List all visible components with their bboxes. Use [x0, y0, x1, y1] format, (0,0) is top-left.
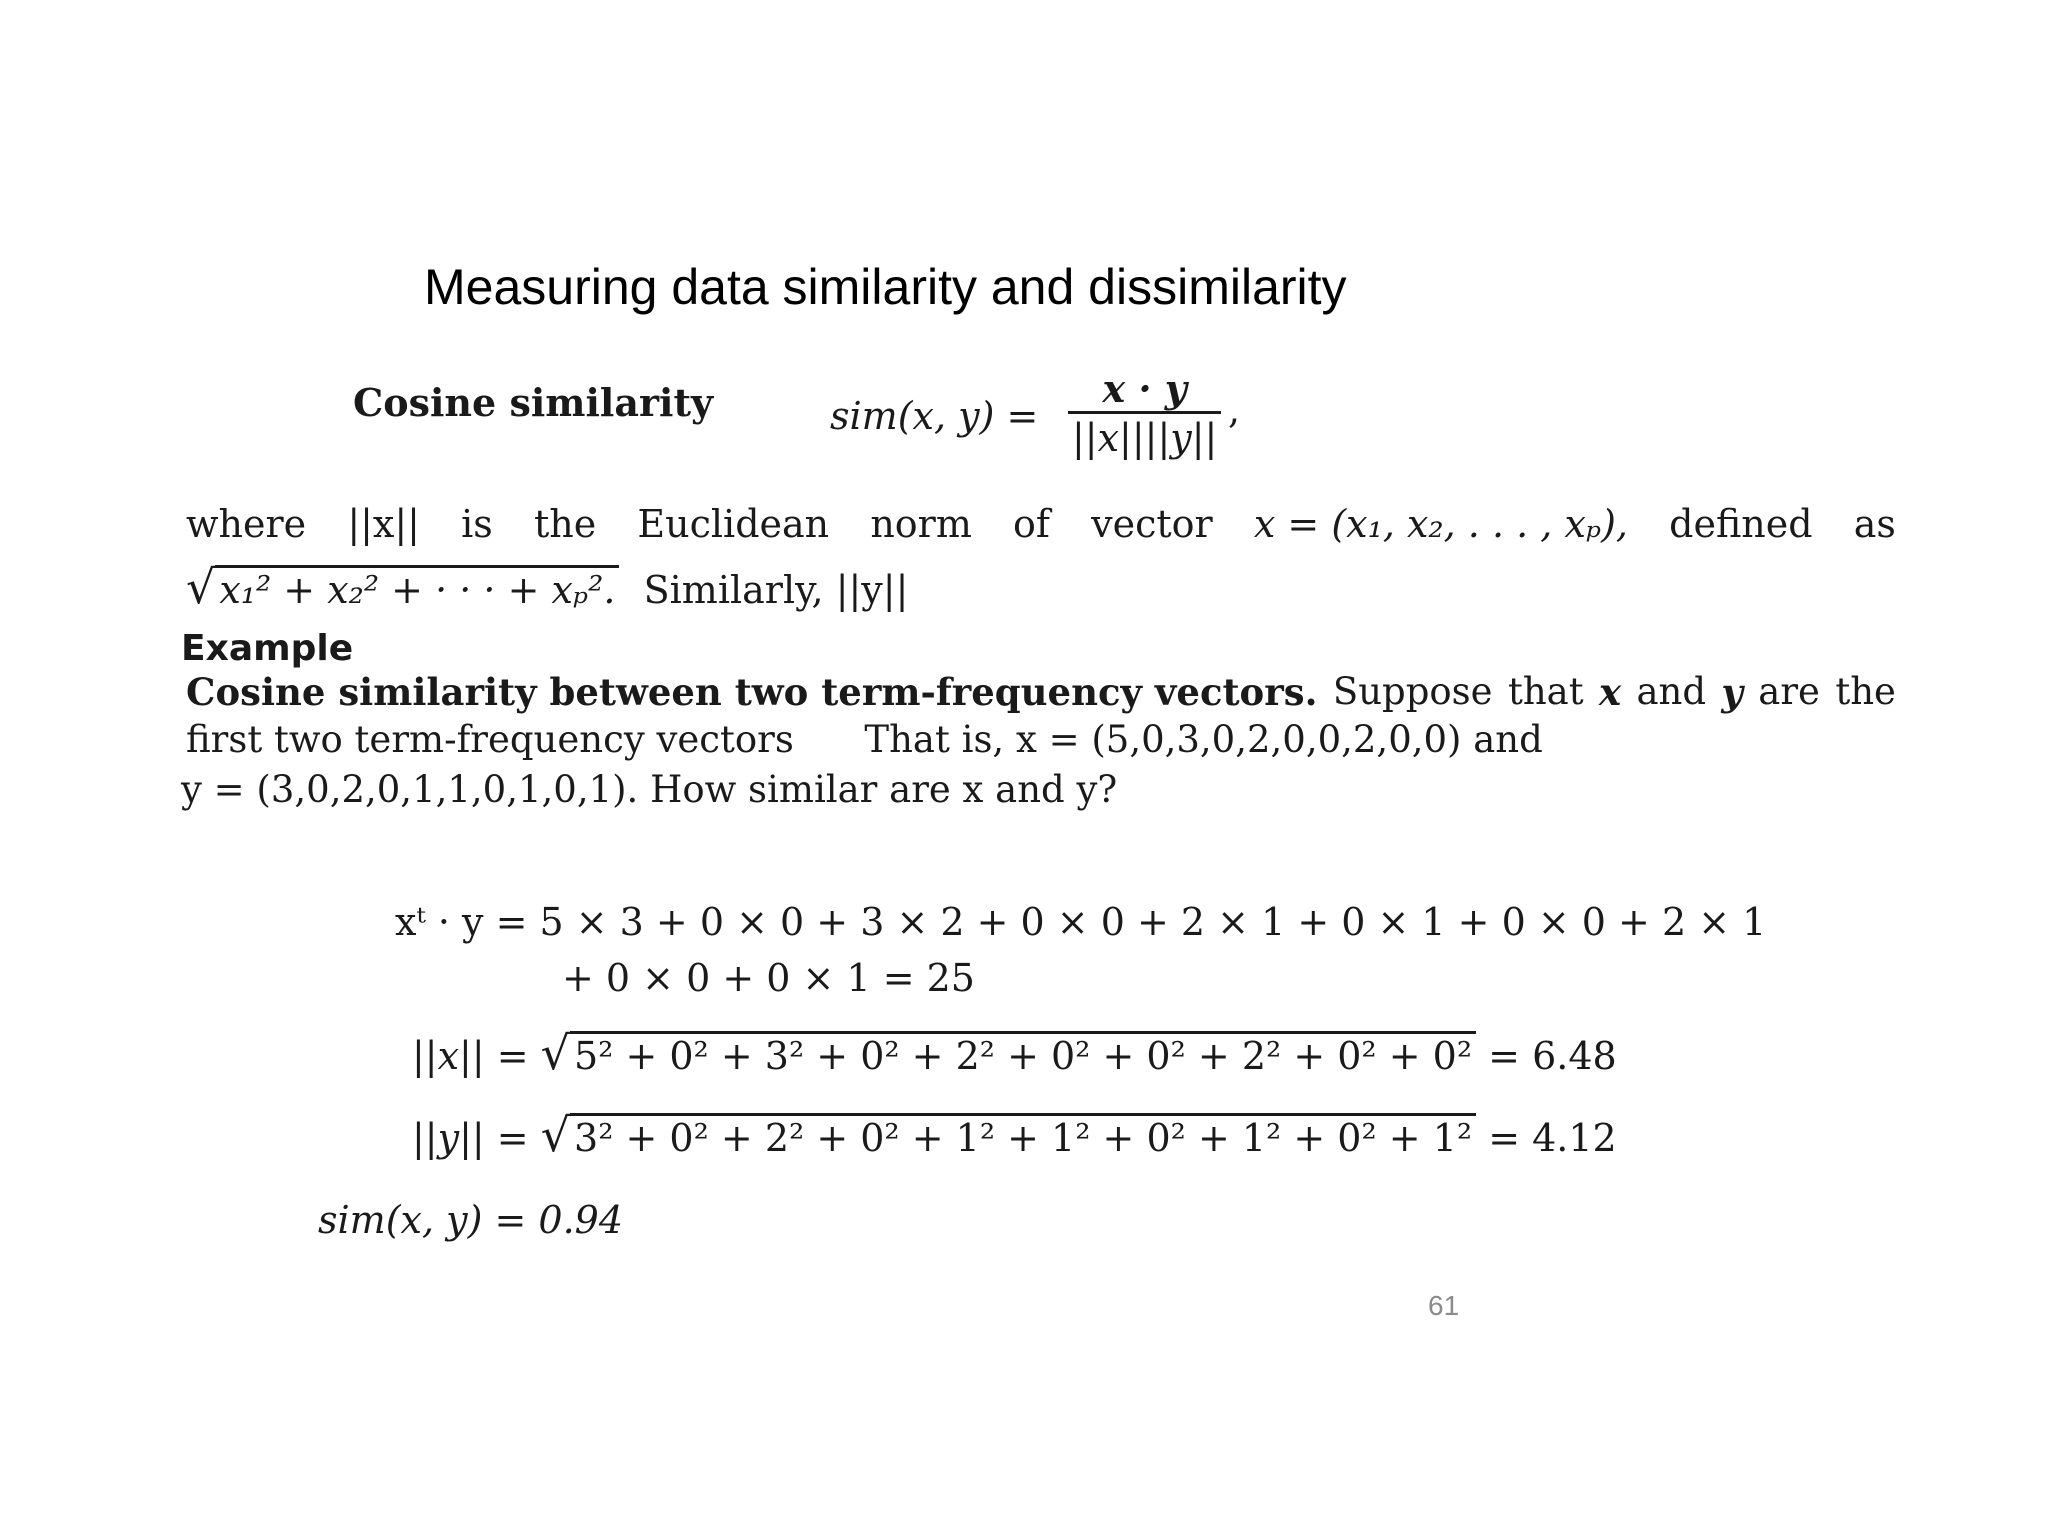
norm-y-equation	[412, 1108, 1617, 1162]
norm-x-equation	[412, 1026, 1617, 1080]
norm-y-lhs: ||y|| =	[412, 1116, 529, 1160]
dot-product-line-1: xᵗ · y = 5 × 3 + 0 × 0 + 3 × 2 + 0 × 0 + 2 × 1 + 0 × 1 + 0 × 0 + 2 × 1	[395, 900, 1767, 944]
euclidean-norm-line	[186, 560, 908, 614]
example-line-1	[186, 670, 1896, 714]
definition-word: of	[1013, 502, 1050, 546]
definition-word: defined	[1669, 502, 1813, 546]
definition-word: norm	[870, 502, 972, 546]
page-number: 61	[1428, 1290, 1460, 1321]
norm-x-value: = 6.48	[1488, 1034, 1617, 1078]
sqrt-symbol: √	[540, 1108, 571, 1162]
example-word: y	[1721, 670, 1743, 714]
example-word: the	[1835, 670, 1896, 713]
formula-denominator: ||x||||y||	[1068, 411, 1221, 460]
definition-word: the	[533, 502, 597, 546]
vector-x-definition: x = (x₁, x₂, . . . , xₚ),	[1253, 502, 1628, 546]
norm-x-radicand: 5² + 0² + 3² + 0² + 2² + 0² + 0² + 2² + 0² + 0²	[570, 1031, 1476, 1078]
norm-y-value: = 4.12	[1488, 1116, 1617, 1160]
norm-x-lhs: ||x|| =	[412, 1034, 529, 1078]
example-word: x	[1598, 670, 1622, 714]
definition-word: where	[186, 502, 307, 546]
definition-word: Euclidean	[637, 502, 830, 546]
similarly-text: Similarly, ||y||	[643, 568, 909, 612]
definition-word: ||x||	[347, 502, 420, 546]
norm-radicand: x₁² + x₂² + · · · + xₚ².	[215, 565, 619, 612]
formula-comma: ,	[1228, 388, 1241, 432]
cosine-formula-fraction	[1068, 366, 1221, 460]
similarity-result: sim(x, y) = 0.94	[318, 1198, 624, 1242]
definition-line	[186, 502, 1896, 546]
example-word: and	[1636, 670, 1707, 713]
example-line-3: y = (3,0,2,0,1,1,0,1,0,1). How similar are x and y?	[181, 768, 1118, 811]
definition-word: vector	[1091, 502, 1213, 546]
sqrt-symbol: √	[540, 1026, 570, 1080]
dot-product-line-2: + 0 × 0 + 0 × 1 = 25	[562, 956, 975, 1000]
formula-numerator: x · y	[1102, 366, 1187, 411]
definition-word: is	[461, 502, 493, 546]
norm-y-radicand: 3² + 0² + 2² + 0² + 1² + 1² + 0² + 1² + 0² + 1²	[570, 1113, 1476, 1160]
example-word: that	[1507, 670, 1584, 713]
example-bold-lead: Cosine similarity between two term-frequency vectors.	[186, 670, 1318, 714]
example-heading: Example	[181, 628, 354, 669]
definition-word: as	[1853, 502, 1896, 546]
slide-title: Measuring data similarity and dissimilarity	[424, 259, 1347, 315]
sqrt-symbol: √	[186, 560, 216, 614]
formula-lhs: sim(x, y) =	[830, 394, 1039, 438]
example-word: are	[1758, 670, 1820, 713]
example-word: Suppose	[1332, 670, 1493, 713]
cosine-similarity-label: Cosine similarity	[353, 380, 714, 425]
example-line-2: first two term-frequency vectors That is, x = (5,0,3,0,2,0,0,2,0,0) and	[186, 718, 1543, 761]
